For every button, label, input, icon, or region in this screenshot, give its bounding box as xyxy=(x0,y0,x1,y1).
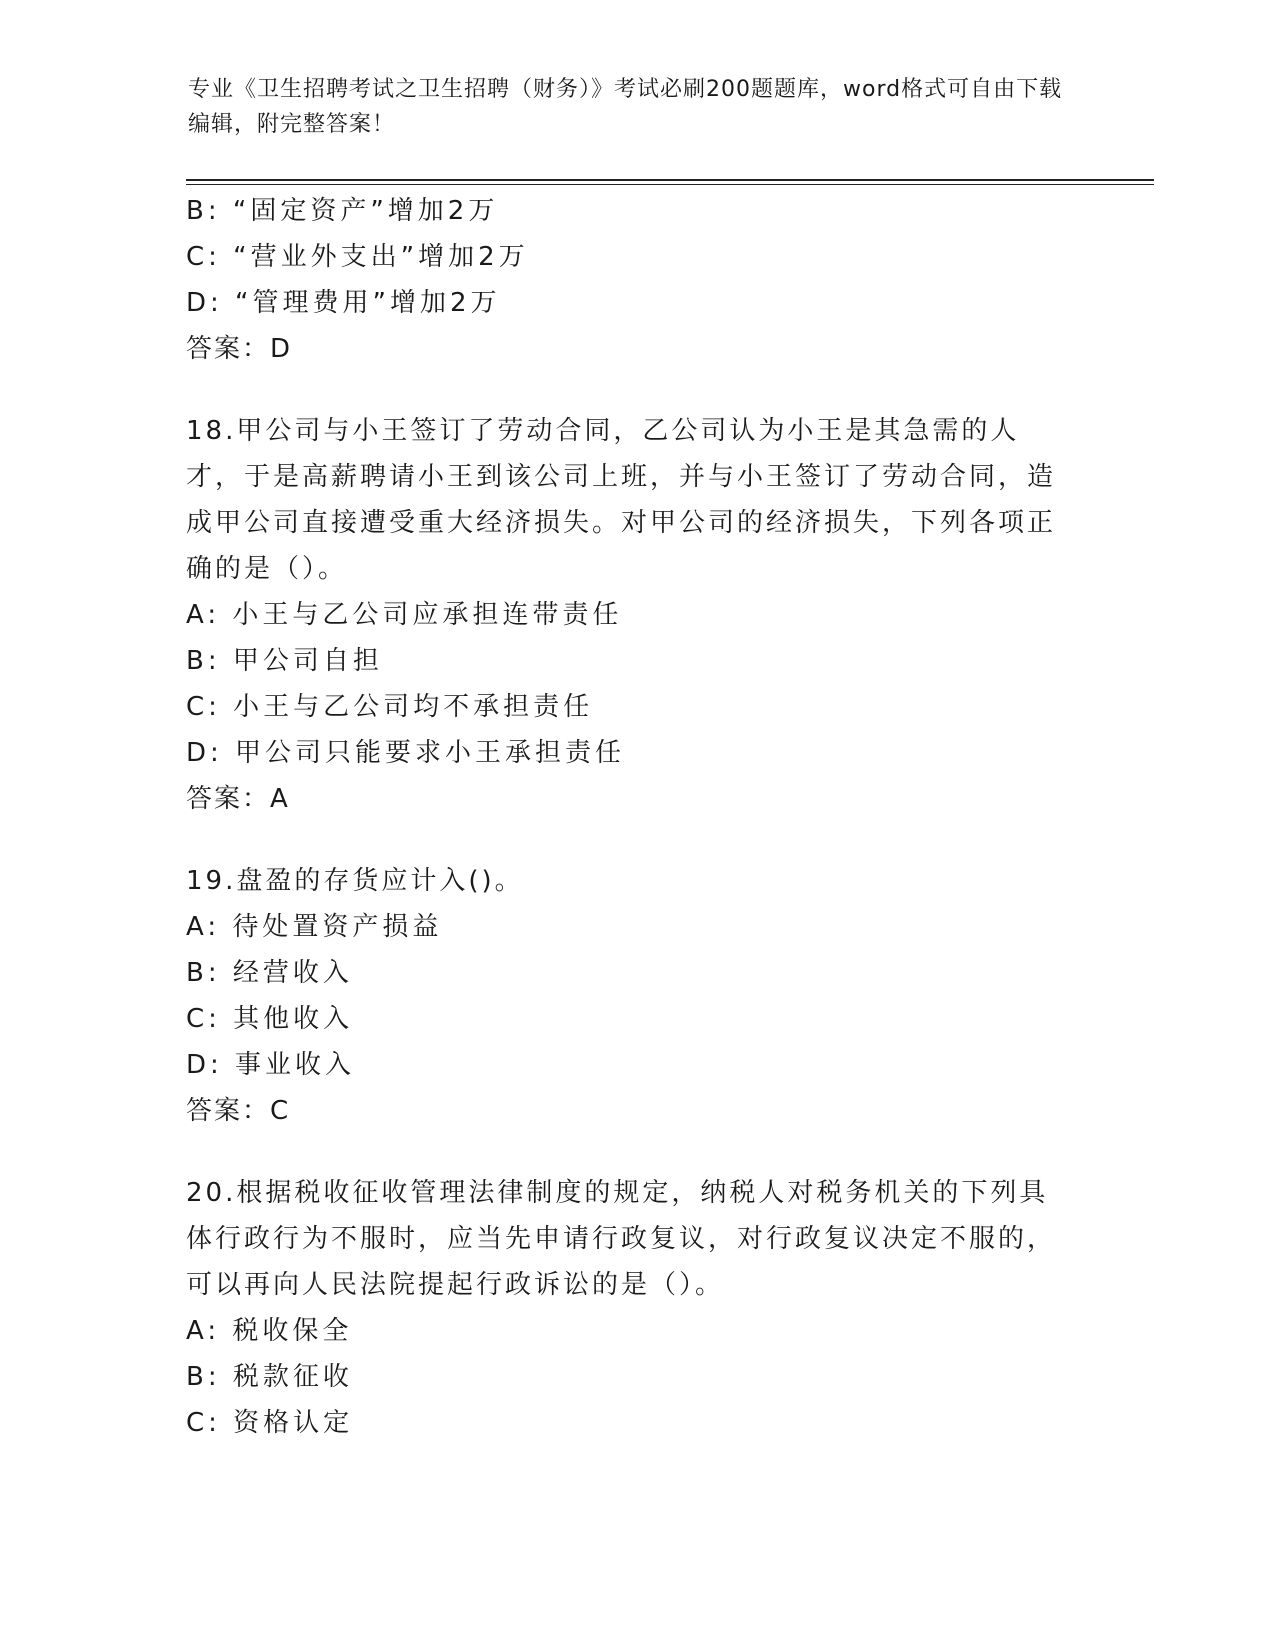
answer: 答案：A xyxy=(186,784,290,814)
option-a: A: 待处置资产损益 xyxy=(186,912,443,942)
header-divider-thick xyxy=(186,179,1154,181)
option-d: D: 甲公司只能要求小王承担责任 xyxy=(186,738,626,768)
question-stem: 18.甲公司与小王签订了劳动合同，乙公司认为小王是其急需的人才，于是高薪聘请小王到该公司上班，并与小王签订了劳动合同，造成甲公司直接遭受重大经济损失。对甲公司的经济损失，下列各项正确的是（）。 xyxy=(186,416,1057,584)
option-b: B: 税款征收 xyxy=(186,1362,353,1392)
option-c: C: 其他收入 xyxy=(186,1004,354,1034)
option-c: C: “营业外支出”增加2万 xyxy=(186,242,529,272)
option-b: B: 甲公司自担 xyxy=(186,646,383,676)
question-stem: 19.盘盈的存货应计入()。 xyxy=(186,866,524,896)
option-a: A: 税收保全 xyxy=(186,1316,353,1346)
question-content xyxy=(186,188,1086,1446)
header-divider-thin xyxy=(186,184,1154,185)
answer: 答案：C xyxy=(186,1096,291,1126)
question-18 xyxy=(186,408,1086,822)
option-c: C: 资格认定 xyxy=(186,1408,354,1438)
question-stem: 20.根据税收征收管理法律制度的规定，纳税人对税务机关的下列具体行政行为不服时，应当先申请行政复议，对行政复议决定不服的，可以再向人民法院提起行政诉讼的是（）。 xyxy=(186,1178,1057,1300)
option-b: B: 经营收入 xyxy=(186,958,353,988)
option-d: D: “管理费用”增加2万 xyxy=(186,288,501,318)
option-d: D: 事业收入 xyxy=(186,1050,356,1080)
option-a: A: 小王与乙公司应承担连带责任 xyxy=(186,600,623,630)
option-c: C: 小王与乙公司均不承担责任 xyxy=(186,692,594,722)
option-b: B: “固定资产”增加2万 xyxy=(186,196,499,226)
question-17-continued xyxy=(186,188,1086,372)
question-20 xyxy=(186,1170,1086,1446)
answer: 答案：D xyxy=(186,334,293,364)
question-19 xyxy=(186,858,1086,1134)
document-header: 专业《卫生招聘考试之卫生招聘（财务）》考试必刷200题题库，word格式可自由下载编辑，附完整答案！ xyxy=(188,77,1063,137)
